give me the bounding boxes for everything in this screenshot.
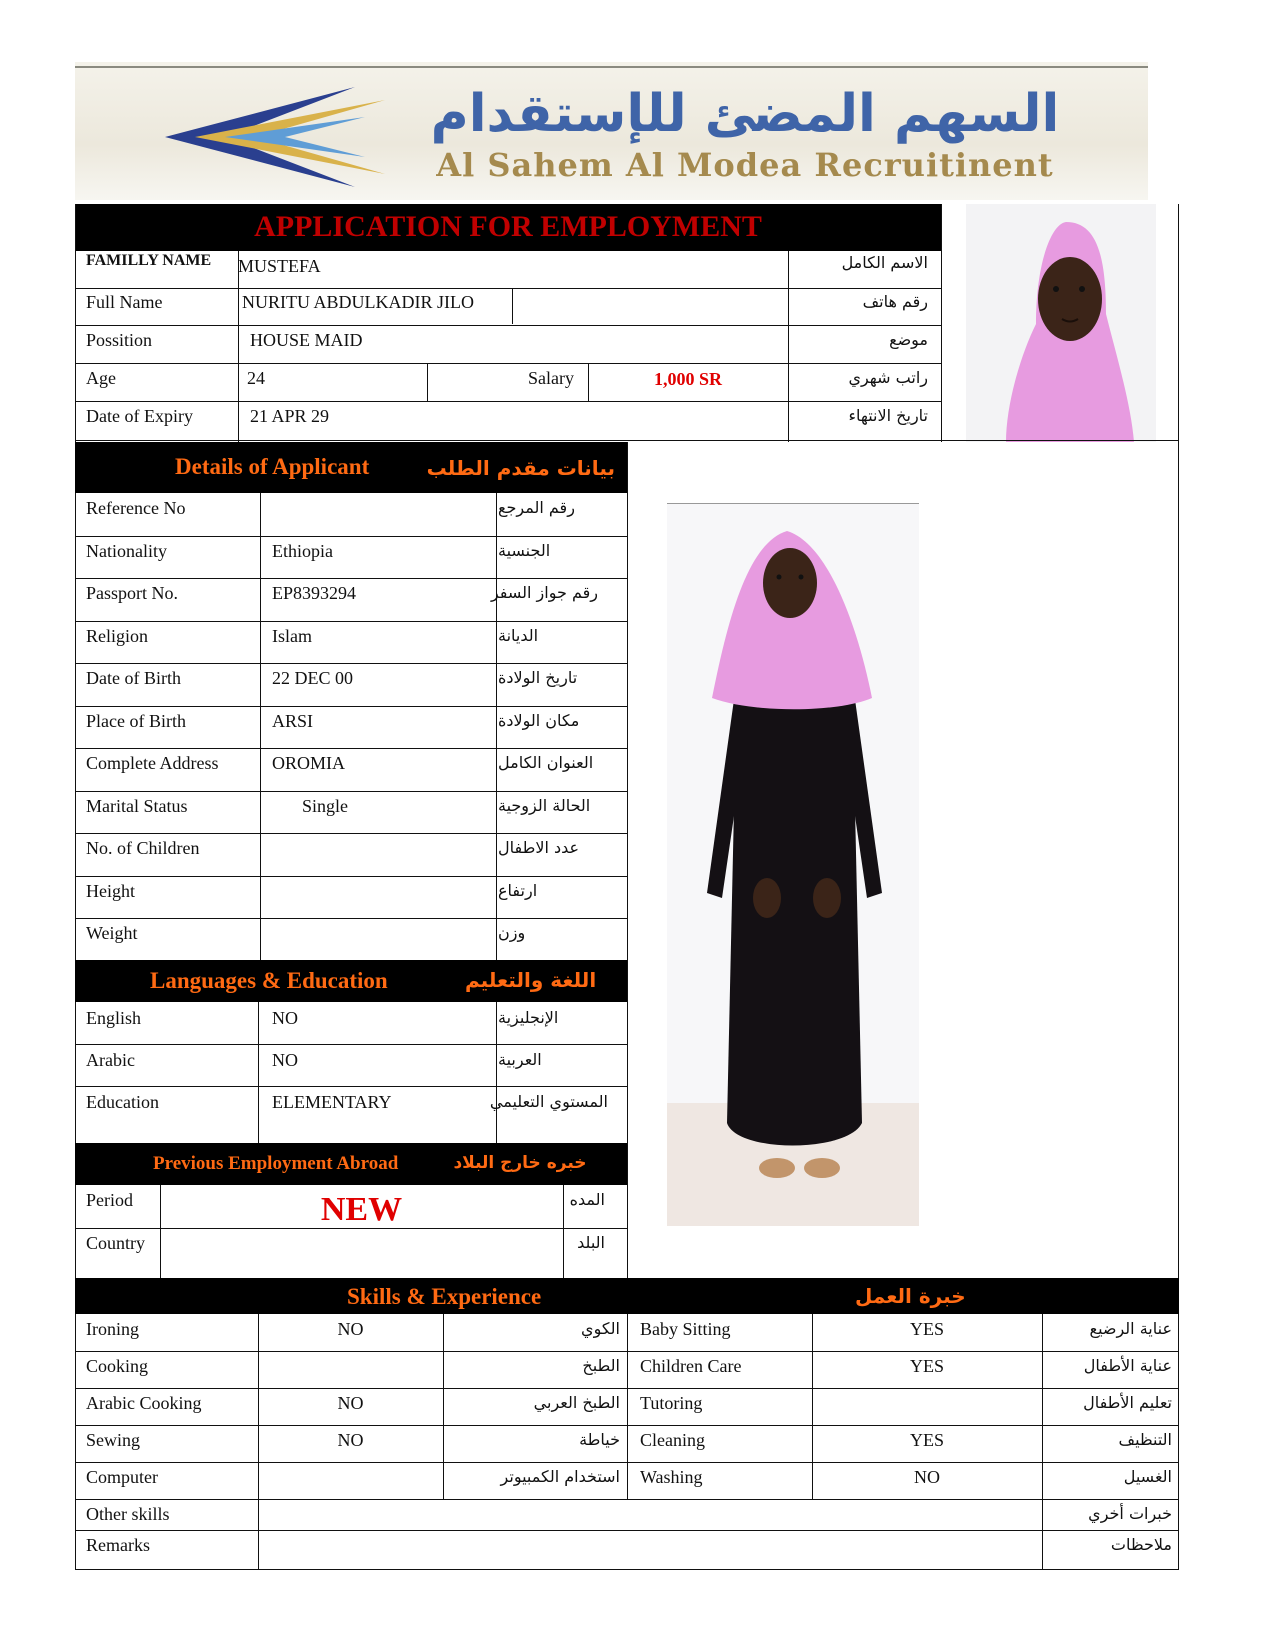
grid-line <box>75 918 627 919</box>
application-title-bar <box>75 204 941 251</box>
grid-line <box>75 1425 1179 1426</box>
grid-line <box>75 1044 627 1045</box>
skill-left-label: Computer <box>86 1467 158 1487</box>
details-section-header <box>75 442 627 493</box>
details-title-en: Details of Applicant <box>175 454 370 479</box>
language-row-value: NO <box>272 1008 298 1028</box>
full-name-label: Full Name <box>86 292 163 312</box>
skill-right-label: Children Care <box>640 1356 742 1376</box>
skill-left-label: Arabic Cooking <box>86 1393 202 1413</box>
other-skills-ar: خبرات أخري <box>1088 1504 1172 1523</box>
details-row-label: Marital Status <box>86 795 188 816</box>
period-label: Period <box>86 1190 133 1210</box>
details-row-ar: عدد الاطفال <box>498 838 580 857</box>
grid-line <box>75 1530 1179 1531</box>
details-row-ar: وزن <box>498 923 526 942</box>
details-row-label: Place of Birth <box>86 710 186 731</box>
other-skills-label: Other skills <box>86 1504 170 1524</box>
grid-line <box>496 493 497 961</box>
full-name-value: NURITU ABDULKADIR JILO <box>242 292 474 312</box>
details-row-label: Height <box>86 880 135 901</box>
skills-title-en: Skills & Experience <box>347 1284 542 1309</box>
family-name-label: FAMILLY NAME <box>86 252 212 269</box>
details-row-label: Reference No <box>86 498 186 518</box>
details-row-value: Islam <box>272 625 312 646</box>
position-value: HOUSE MAID <box>250 330 363 350</box>
grid-line <box>627 1314 628 1499</box>
remarks-label: Remarks <box>86 1535 150 1555</box>
details-row-ar: رقم المرجع <box>498 498 575 517</box>
grid-line <box>75 1002 76 1143</box>
country-ar: البلد <box>577 1233 605 1252</box>
skill-right-ar: عناية الرضيع <box>1089 1319 1172 1338</box>
phone-ar: رقم هاتف <box>862 292 928 311</box>
details-row-value: Ethiopia <box>272 540 333 561</box>
previous-title-en: Previous Employment Abroad <box>153 1153 399 1174</box>
skill-left-ar: الكوي <box>581 1319 620 1338</box>
skill-right-value: YES <box>909 1430 944 1450</box>
skill-right-value: NO <box>914 1467 940 1487</box>
details-row-label: No. of Children <box>86 838 200 858</box>
grid-line <box>75 1569 1179 1570</box>
languages-section-header <box>75 960 627 1002</box>
grid-line <box>75 578 627 579</box>
skill-right-label: Washing <box>640 1467 703 1487</box>
language-row-value: NO <box>272 1050 298 1070</box>
language-row-label: Arabic <box>86 1050 135 1070</box>
period-value: NEW <box>320 1191 403 1228</box>
grid-line <box>75 876 627 877</box>
position-ar: موضع <box>889 330 928 349</box>
grid-line <box>75 493 76 961</box>
expiry-label: Date of Expiry <box>86 406 193 426</box>
grid-line <box>258 1002 259 1143</box>
skill-left-label: Cooking <box>86 1356 149 1376</box>
skill-left-ar: استخدام الكمبيوتر <box>500 1467 620 1486</box>
language-row-ar: العربية <box>498 1050 542 1069</box>
details-row-label: Weight <box>86 923 138 943</box>
page-title: APPLICATION FOR EMPLOYMENT <box>254 210 762 243</box>
salary-value: 1,000 SR <box>653 369 722 389</box>
grid-line <box>260 493 261 961</box>
skill-right-label: Baby Sitting <box>640 1319 731 1339</box>
language-row-ar: الإنجليزية <box>498 1008 559 1027</box>
country-label: Country <box>86 1233 146 1253</box>
details-row-label: Religion <box>86 625 148 646</box>
grid-line <box>75 1499 1179 1500</box>
skill-right-ar: الغسيل <box>1123 1467 1172 1486</box>
company-logo <box>75 62 1148 200</box>
skill-right-ar: التنظيف <box>1118 1430 1172 1449</box>
details-row-label: Date of Birth <box>86 668 181 688</box>
details-row-label: Complete Address <box>86 753 219 773</box>
logo-arabic-text: السهم المضئ للإستقدام <box>430 84 1060 144</box>
grid-line <box>75 1351 1179 1352</box>
applicant-headshot-photo <box>966 204 1156 442</box>
details-row-label: Passport No. <box>86 583 179 603</box>
position-label: Possition <box>86 330 153 350</box>
grid-line <box>75 663 627 664</box>
skills-section-header <box>75 1278 1179 1314</box>
skill-left-label: Ironing <box>86 1319 139 1339</box>
details-row-ar: الديانة <box>498 625 539 645</box>
details-row-ar: ارتفاع <box>498 880 538 900</box>
skills-title-ar: خبرة العمل <box>855 1284 966 1308</box>
skill-left-ar: الطبخ العربي <box>533 1393 620 1412</box>
grid-line <box>75 833 627 834</box>
grid-line <box>75 1462 1179 1463</box>
details-row-ar: الحالة الزوجية <box>498 795 591 815</box>
language-row-value: ELEMENTARY <box>272 1092 392 1112</box>
grid-line <box>75 1388 1179 1389</box>
grid-line <box>443 1314 444 1499</box>
family-name-ar: الاسم الكامل <box>841 253 928 272</box>
age-label: Age <box>86 368 116 388</box>
previous-title-ar: خبره خارج البلاد <box>453 1153 587 1173</box>
arrow-logo-icon <box>155 82 395 192</box>
skill-right-ar: تعليم الأطفال <box>1083 1393 1172 1412</box>
languages-title-en: Languages & Education <box>150 968 388 993</box>
family-name-value: MUSTEFA <box>238 256 321 276</box>
remarks-ar: ملاحظات <box>1110 1535 1172 1554</box>
skill-right-value: YES <box>909 1319 944 1339</box>
details-row-value: Single <box>302 795 349 816</box>
details-row-ar: الجنسية <box>498 540 551 560</box>
expiry-ar: تاريخ الانتهاء <box>848 406 928 425</box>
expiry-value: 21 APR 29 <box>250 406 330 426</box>
salary-ar: راتب شهري <box>848 368 928 387</box>
skill-left-label: Sewing <box>86 1430 140 1450</box>
skill-right-ar: عناية الأطفال <box>1083 1356 1172 1375</box>
period-ar: المده <box>569 1190 605 1209</box>
salary-label: Salary <box>528 368 574 388</box>
grid-line <box>75 621 627 622</box>
logo-english-text: Al Sahem Al Modea Recruitinent <box>436 146 1054 184</box>
age-value: 24 <box>247 368 265 388</box>
details-row-label: Nationality <box>86 540 167 561</box>
skill-left-value: NO <box>337 1430 364 1450</box>
grid-line <box>496 1002 497 1143</box>
details-row-ar: العنوان الكامل <box>498 753 594 772</box>
details-row-ar: رقم جواز السفر <box>490 583 598 602</box>
skill-left-value: NO <box>337 1319 364 1339</box>
grid-line <box>75 748 627 749</box>
previous-employment-header <box>75 1143 627 1185</box>
details-title-ar: بيانات مقدم الطلب <box>426 456 615 480</box>
skill-left-ar: خياطة <box>579 1430 620 1449</box>
details-row-ar: تاريخ الولادة <box>498 668 578 687</box>
details-row-ar: مكان الولادة <box>498 710 580 730</box>
languages-title-ar: اللغة والتعليم <box>465 968 597 992</box>
details-row-value: OROMIA <box>272 753 346 773</box>
applicant-full-body-photo <box>667 503 919 1226</box>
skill-right-label: Cleaning <box>640 1430 705 1450</box>
skill-right-value: YES <box>909 1356 944 1376</box>
details-row-value: EP8393294 <box>272 583 357 603</box>
language-row-label: Education <box>86 1092 159 1112</box>
details-row-value: ARSI <box>272 710 314 731</box>
details-row-value: 22 DEC 00 <box>272 668 353 688</box>
grid-line <box>75 1086 627 1087</box>
skill-left-ar: الطبخ <box>582 1356 620 1375</box>
grid-line <box>75 706 627 707</box>
language-row-ar: المستوي التعليمي <box>489 1092 608 1111</box>
skill-left-value: NO <box>337 1393 364 1413</box>
grid-line <box>75 791 627 792</box>
language-row-label: English <box>86 1008 142 1028</box>
grid-line <box>75 536 627 537</box>
skill-right-label: Tutoring <box>640 1393 703 1413</box>
